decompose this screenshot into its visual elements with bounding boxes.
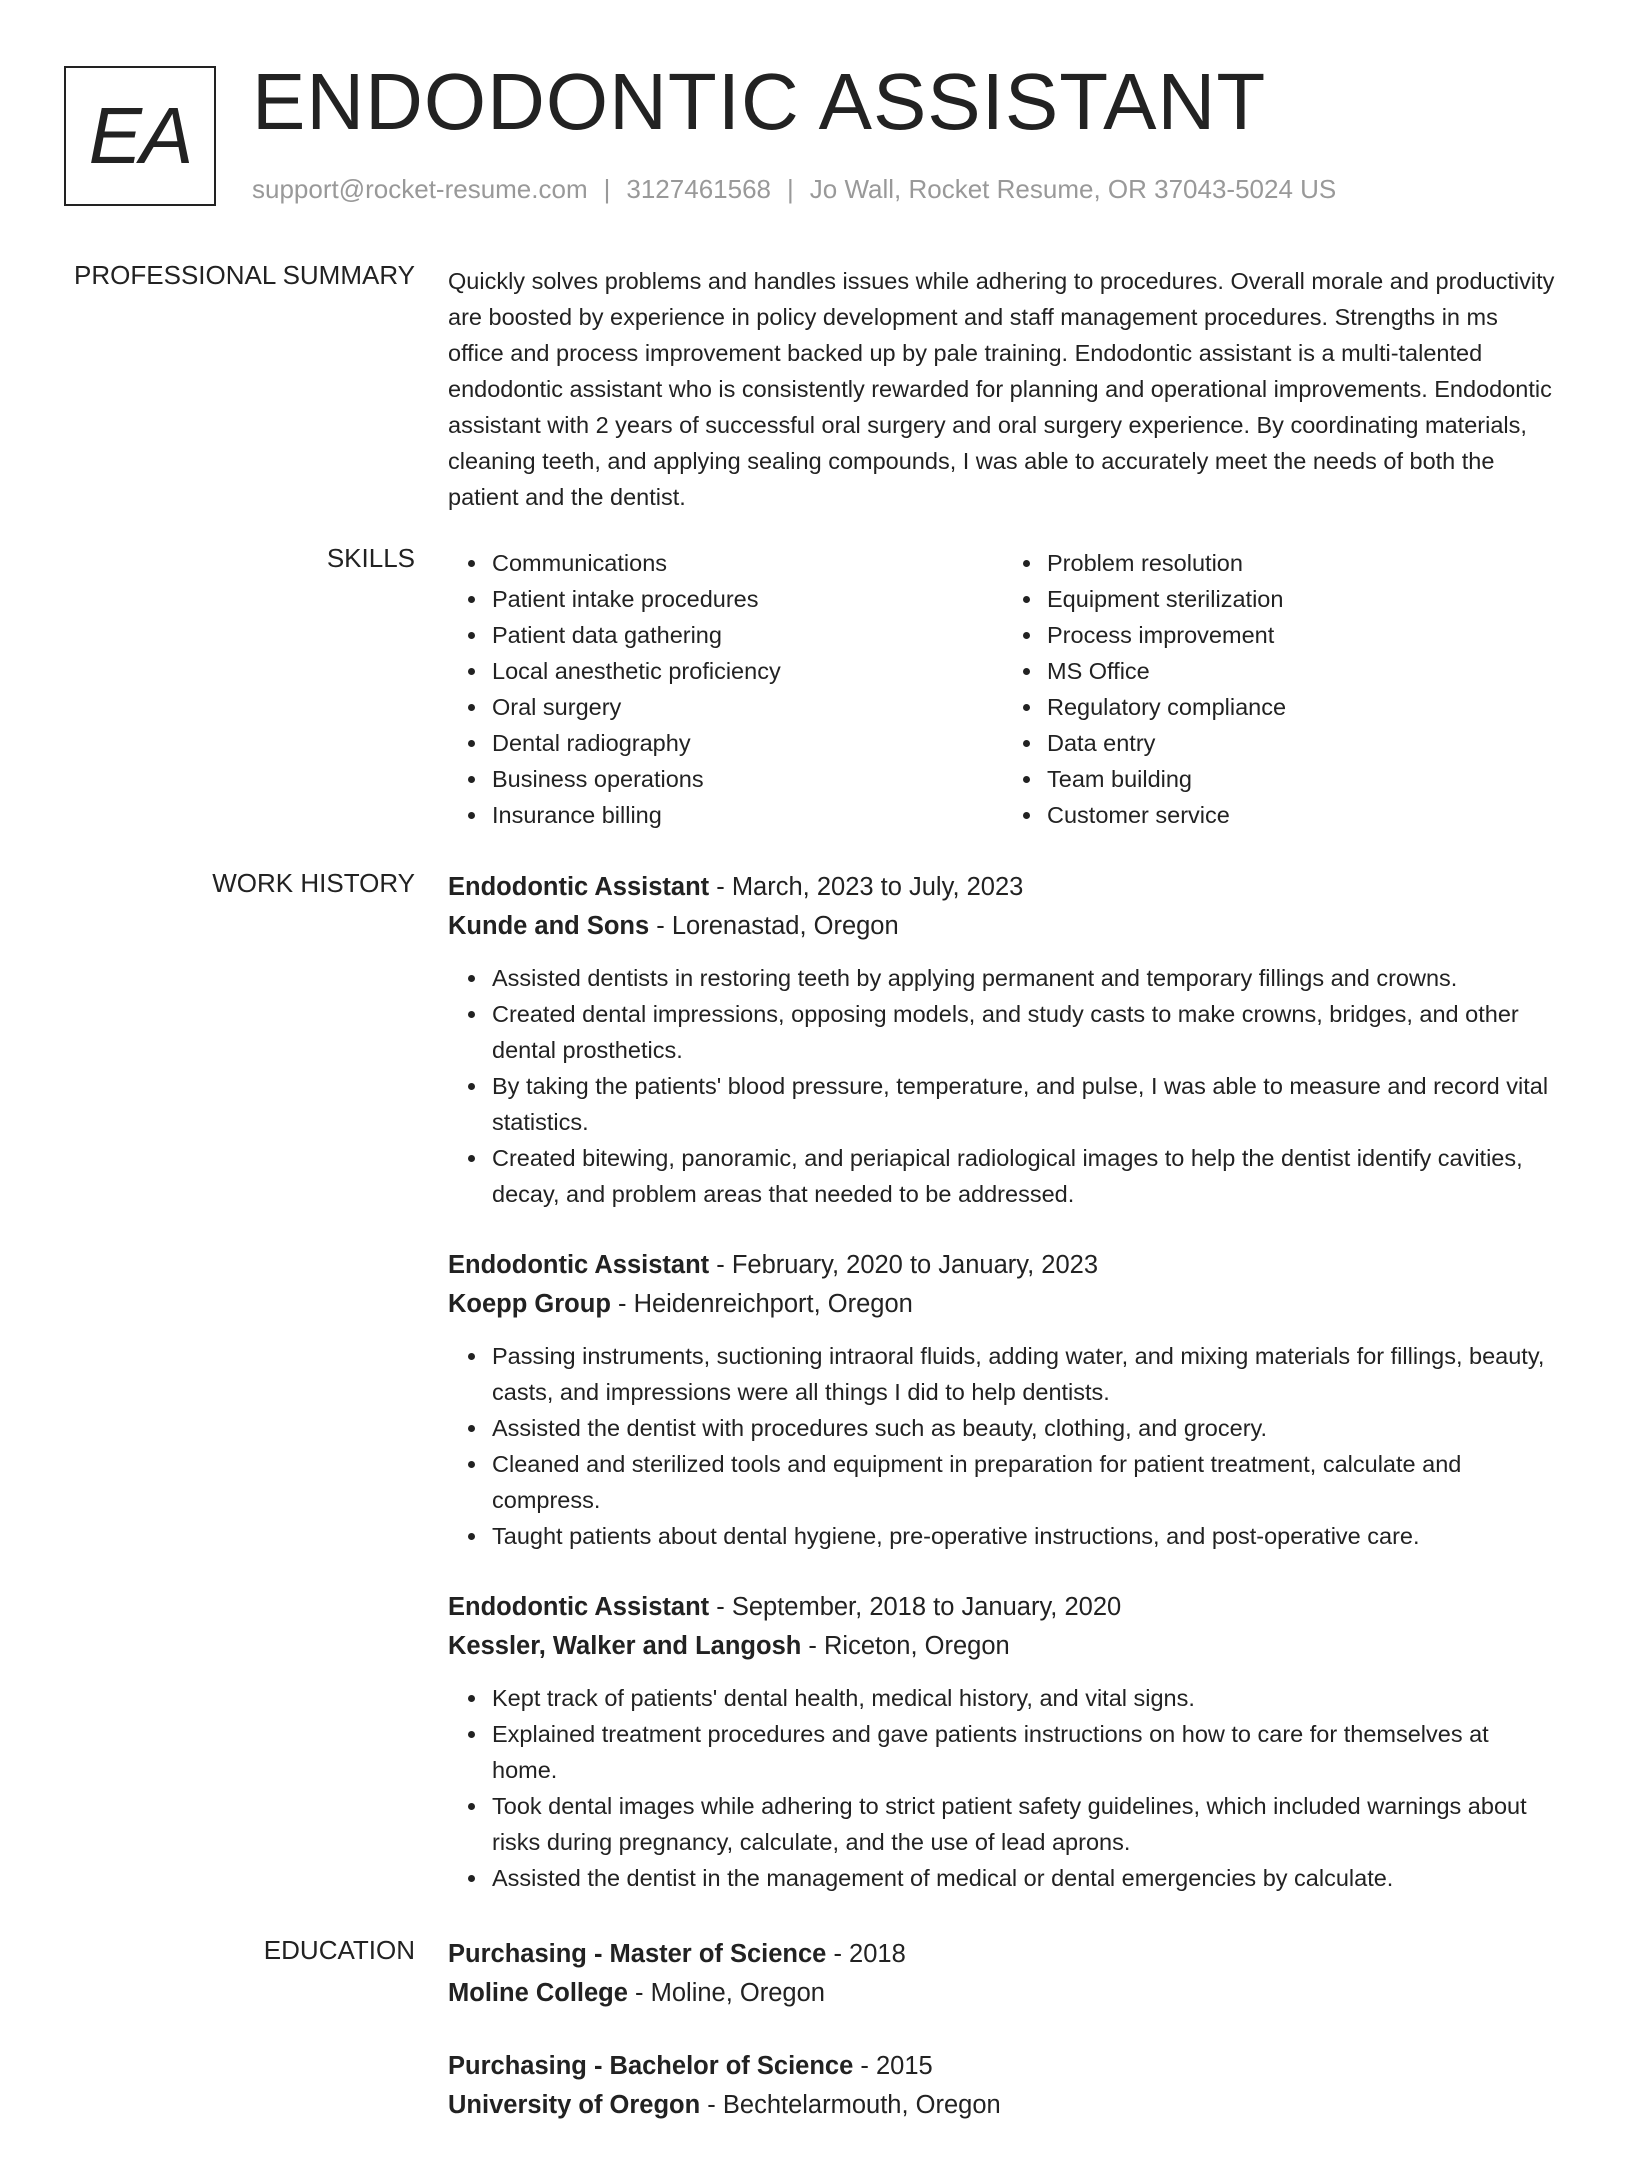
job-bullet: Explained treatment procedures and gave patients instructions on how to care for themselves at home. bbox=[492, 1716, 1558, 1788]
skill-item: Equipment sterilization bbox=[1047, 581, 1558, 617]
school-location: - Moline, Oregon bbox=[627, 1979, 825, 2007]
job-bullets bbox=[448, 1338, 1558, 1554]
contact-email: support@rocket-resume.com bbox=[252, 174, 588, 204]
job-location: - Heidenreichport, Oregon bbox=[610, 1290, 913, 1318]
school-location: - Bechtelarmouth, Oregon bbox=[700, 2091, 1001, 2119]
job-bullet: Took dental images while adhering to strict patient safety guidelines, which included warnings about risks during pregnancy, calculate, and the use of lead aprons. bbox=[492, 1788, 1558, 1860]
job-company-line bbox=[448, 907, 1558, 946]
job-company-line bbox=[448, 1627, 1558, 1666]
summary-body bbox=[448, 263, 1558, 515]
job-dates: - September, 2018 to January, 2020 bbox=[709, 1593, 1122, 1621]
school: University of Oregon bbox=[448, 2091, 701, 2119]
job-bullet: By taking the patients' blood pressure, temperature, and pulse, I was able to measure and record vital statistics. bbox=[492, 1068, 1558, 1140]
contact-phone: 3127461568 bbox=[626, 174, 771, 204]
degree-line bbox=[448, 1935, 1558, 1974]
work-history-body bbox=[448, 868, 1558, 1930]
skill-item: Problem resolution bbox=[1047, 545, 1558, 581]
skill-item: Customer service bbox=[1047, 797, 1558, 833]
education-body bbox=[448, 1935, 1558, 2159]
skill-item: Insurance billing bbox=[492, 797, 1003, 833]
skill-item: Patient data gathering bbox=[492, 617, 1003, 653]
monogram-logo: EA bbox=[64, 66, 216, 206]
job-company: Koepp Group bbox=[448, 1290, 611, 1318]
job-bullet: Assisted the dentist with procedures such as beauty, clothing, and grocery. bbox=[492, 1410, 1558, 1446]
skills-list-right bbox=[1003, 545, 1558, 833]
job-company-line bbox=[448, 1285, 1558, 1324]
degree-year: - 2015 bbox=[853, 2052, 933, 2080]
contact-separator: | bbox=[603, 174, 611, 204]
job-title-line bbox=[448, 1246, 1558, 1285]
section-heading: WORK HISTORY bbox=[212, 868, 415, 898]
job-location: - Lorenastad, Oregon bbox=[649, 912, 899, 940]
skill-item: Team building bbox=[1047, 761, 1558, 797]
job-entry bbox=[448, 1246, 1558, 1554]
degree: Purchasing - Master of Science bbox=[448, 1940, 827, 1968]
job-location: - Riceton, Oregon bbox=[801, 1632, 1010, 1660]
contact-address: Jo Wall, Rocket Resume, OR 37043-5024 US bbox=[809, 174, 1337, 204]
skill-item: Patient intake procedures bbox=[492, 581, 1003, 617]
skills-body bbox=[448, 545, 1558, 833]
job-title: Endodontic Assistant bbox=[448, 1251, 710, 1279]
contact-separator: | bbox=[787, 174, 794, 204]
job-company: Kessler, Walker and Langosh bbox=[448, 1632, 802, 1660]
contact-line bbox=[252, 174, 1336, 205]
job-bullet: Created bitewing, panoramic, and periapical radiological images to help the dentist identify cavities, decay, and problem areas that needed to be addressed. bbox=[492, 1140, 1558, 1212]
degree-line bbox=[448, 2047, 1558, 2086]
skill-item: Communications bbox=[492, 545, 1003, 581]
degree-year: - 2018 bbox=[826, 1940, 906, 1968]
skill-item: Local anesthetic proficiency bbox=[492, 653, 1003, 689]
education-entry bbox=[448, 1935, 1558, 2013]
skill-item: Regulatory compliance bbox=[1047, 689, 1558, 725]
section-heading: PROFESSIONAL SUMMARY bbox=[74, 260, 415, 290]
job-bullet: Kept track of patients' dental health, medical history, and vital signs. bbox=[492, 1680, 1558, 1716]
job-bullet: Created dental impressions, opposing models, and study casts to make crowns, bridges, and other dental prosthetics. bbox=[492, 996, 1558, 1068]
skill-item: Dental radiography bbox=[492, 725, 1003, 761]
school-line bbox=[448, 1974, 1558, 2013]
skill-item: Business operations bbox=[492, 761, 1003, 797]
candidate-title: ENDODONTIC ASSISTANT bbox=[252, 57, 1267, 146]
skill-item: Process improvement bbox=[1047, 617, 1558, 653]
job-entry bbox=[448, 1588, 1558, 1896]
job-bullet: Assisted the dentist in the management of medical or dental emergencies by calculate. bbox=[492, 1860, 1558, 1896]
job-title-line bbox=[448, 868, 1558, 907]
degree: Purchasing - Bachelor of Science bbox=[448, 2052, 854, 2080]
section-heading: EDUCATION bbox=[263, 1935, 415, 1965]
job-bullet: Cleaned and sterilized tools and equipment in preparation for patient treatment, calculate and compress. bbox=[492, 1446, 1558, 1518]
job-bullets bbox=[448, 1680, 1558, 1896]
school-line bbox=[448, 2086, 1558, 2125]
job-company: Kunde and Sons bbox=[448, 912, 650, 940]
skill-item: Data entry bbox=[1047, 725, 1558, 761]
job-title: Endodontic Assistant bbox=[448, 873, 710, 901]
job-title-line bbox=[448, 1588, 1558, 1627]
job-title: Endodontic Assistant bbox=[448, 1593, 710, 1621]
job-dates: - March, 2023 to July, 2023 bbox=[709, 873, 1024, 901]
skill-item: Oral surgery bbox=[492, 689, 1003, 725]
education-entry bbox=[448, 2047, 1558, 2125]
section-heading: SKILLS bbox=[326, 543, 415, 573]
skills-list-left bbox=[448, 545, 1003, 833]
job-bullets bbox=[448, 960, 1558, 1212]
job-dates: - February, 2020 to January, 2023 bbox=[709, 1251, 1099, 1279]
school: Moline College bbox=[448, 1979, 628, 2007]
job-bullet: Taught patients about dental hygiene, pre-operative instructions, and post-operative care. bbox=[492, 1518, 1558, 1554]
summary-text: Quickly solves problems and handles issues while adhering to procedures. Overall morale and productivity are boosted by experience in policy development and staff management procedures. Strengths in ms office and process improvement backed up by pale training. Endodontic assistant is a multi-talented endodontic assistant who is consistently rewarded for planning and operational improvements. Endodontic assistant with 2 years of successful oral surgery and oral surgery experience. By coordinating materials, cleaning teeth, and applying sealing compounds, I was able to accurately meet the needs of both the patient and the dentist. bbox=[448, 268, 1555, 510]
job-bullet: Assisted dentists in restoring teeth by applying permanent and temporary fillings and crowns. bbox=[492, 960, 1558, 996]
job-entry bbox=[448, 868, 1558, 1212]
job-bullet: Passing instruments, suctioning intraoral fluids, adding water, and mixing materials for fillings, beauty, casts, and impressions were all things I did to help dentists. bbox=[492, 1338, 1558, 1410]
skills-columns bbox=[448, 545, 1558, 833]
skill-item: MS Office bbox=[1047, 653, 1558, 689]
